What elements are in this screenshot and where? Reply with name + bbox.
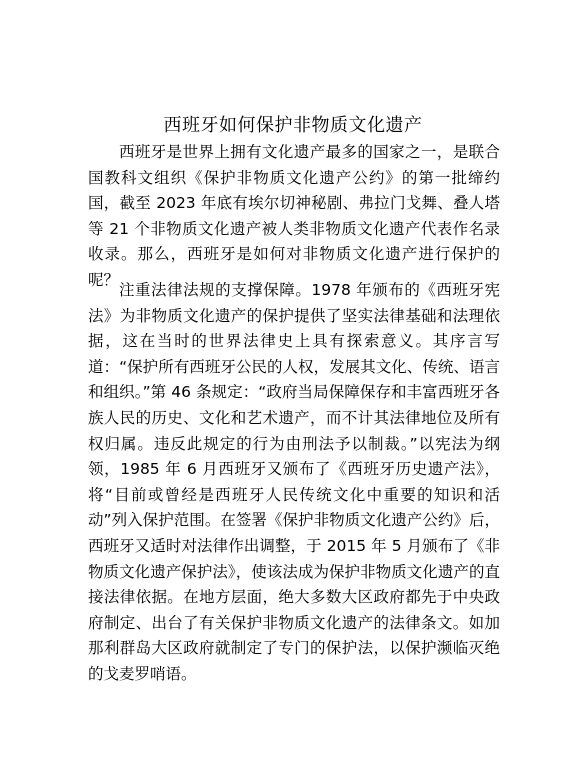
paragraph-legal-protection: 注重法律法规的支撑保障。1978 年颁布的《西班牙宪法》为非物质文化遗产的保护提供了坚实法律基础和法理依据，这在当时的世界法律史上具有探索意义。其序言写道：“保护所有西班牙公民的人权，发展其文化、传统、语言和组织。”第 46 条规定：“政府当局保障保存和丰富西班牙各族人民的历史、文化和艺术遗产，而不计其法律地位及所有权归属。违反此规定的行为由刑法予以制裁。”以宪法为纲领，1985 年 6 月西班牙又颁布了《西班牙历史遗产法》，将“目前或曾经是西班牙人民传统文化中重要的知识和活动”列入保护范围。在签署《保护非物质文化遗产公约》后，西班牙又适时对法律作出调整，于 2015 年 5 月颁布了《非物质文化遗产保护法》，使该法成为保护非物质文化遗产的直接法律依据。在地方层面，绝大多数大区政府都先于中央政府制定、出台了有关保护非物质文化遗产的法律条文。如加那利群岛大区政府就制定了专门的保护法，以保护濒临灭绝的戈麦罗哨语。 <box>88 281 500 683</box>
paragraph-intro: 西班牙是世界上拥有文化遗产最多的国家之一，是联合国教科文组织《保护非物质文化遗产公约》的第一批缔约国，截至 2023 年底有埃尔切神秘剧、弗拉门戈舞、叠人塔等 21 个非物质文化遗产被人类非物质文化遗产代表作名录收录。那么，西班牙是如何对非物质文化遗产进行保护的呢？ <box>88 143 500 289</box>
document-title: 西班牙如何保护非物质文化遗产 <box>163 115 423 137</box>
